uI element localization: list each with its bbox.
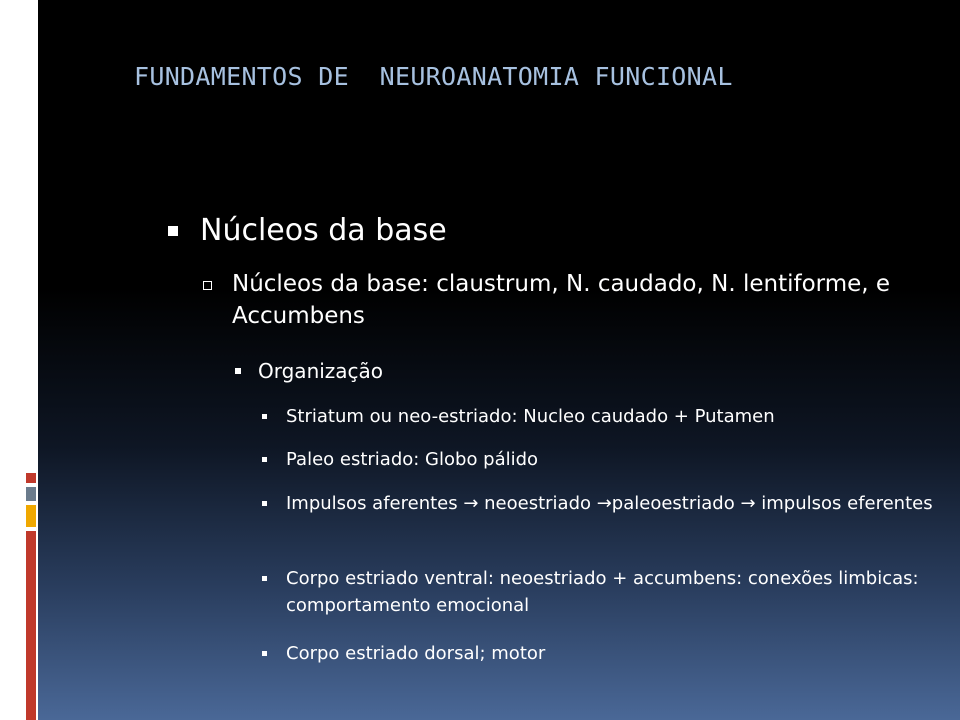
bullet-text: Striatum ou neo-estriado: Nucleo caudado + Putamen	[286, 406, 775, 427]
bullet-text: Núcleos da base: claustrum, N. caudado, N. lentiforme, e Accumbens	[232, 271, 891, 329]
bullet-level-1	[168, 212, 447, 250]
bullet-level-4	[262, 403, 942, 430]
bullet-level-3	[235, 356, 383, 386]
accent-block-red-long	[26, 531, 36, 720]
square-bullet-icon	[235, 368, 241, 374]
bullet-level-4	[262, 490, 942, 517]
bullet-level-4	[262, 640, 942, 667]
accent-block-gray	[26, 487, 36, 501]
slide-title: FUNDAMENTOS DE NEUROANATOMIA FUNCIONAL	[134, 62, 733, 91]
bullet-text: Corpo estriado ventral: neoestriado + accumbens: conexões limbicas: comportamento emocional	[286, 568, 919, 616]
square-bullet-icon	[262, 651, 267, 656]
bullet-text: Paleo estriado: Globo pálido	[286, 449, 539, 470]
square-bullet-icon	[262, 457, 267, 462]
square-bullet-icon	[168, 226, 178, 236]
bullet-level-4	[262, 565, 942, 619]
accent-block-orange	[26, 505, 36, 527]
accent-block-red	[26, 473, 36, 483]
bullet-level-4	[262, 446, 942, 473]
bullet-text: Organização	[258, 359, 384, 383]
bullet-text: Impulsos aferentes → neoestriado →paleoestriado → impulsos eferentes	[286, 493, 933, 514]
hollow-square-bullet-icon	[203, 281, 212, 290]
square-bullet-icon	[262, 414, 267, 419]
bullet-level-2	[203, 268, 903, 332]
bullet-text: Núcleos da base	[200, 213, 447, 248]
square-bullet-icon	[262, 501, 267, 506]
bullet-text: Corpo estriado dorsal; motor	[286, 643, 546, 664]
square-bullet-icon	[262, 576, 267, 581]
